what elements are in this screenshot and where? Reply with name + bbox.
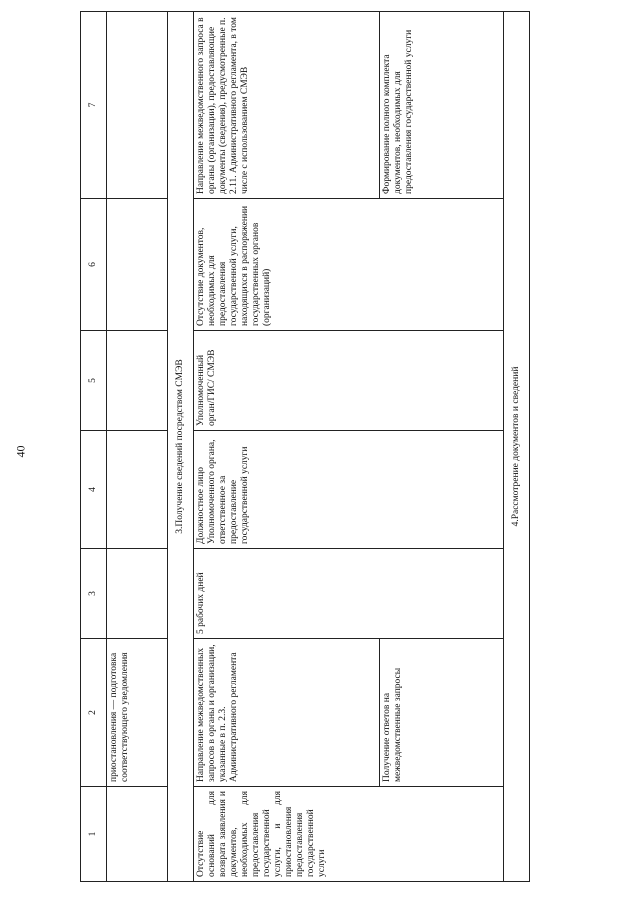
section-4-title: 4.Рассмотрение документов и сведений [503, 12, 529, 882]
cell-resource: Уполномоченный орган/ГИС/ СМЭВ [193, 331, 503, 431]
cell [107, 199, 168, 331]
cell [107, 431, 168, 549]
cell-action: Получение ответов на межведомственные запросы [379, 639, 503, 787]
cell-condition: Отсутствие оснований для возврата заявления и документов, необходимых для предоставления государственной услуги, и для приостановления предоставления государственной услуги [193, 787, 503, 882]
col-header-4: 4 [81, 431, 107, 549]
cell [107, 12, 168, 199]
cell [107, 787, 168, 882]
cell-responsible: Должностное лицо Уполномоченного органа, ответственное за предоставление государственной услуги [193, 431, 503, 549]
col-header-6: 6 [81, 199, 107, 331]
cell-criteria: Отсутствие документов, необходимых для предоставления государственной услуги, находящихся в распоряжении государственных органов (организаций) [193, 199, 503, 331]
rotated-page [80, 12, 530, 882]
table-row [107, 12, 168, 882]
cell-deadline: 5 рабочих дней [193, 549, 503, 639]
col-header-3: 3 [81, 549, 107, 639]
page-number: 40 [13, 445, 28, 458]
cell [107, 549, 168, 639]
cell-result: Формирование полного комплекта документов, необходимых для предоставления государственной услуги [379, 12, 503, 199]
cell-action: Направление межведомственных запросов в органы и организации, указанные в п. 2.3. Административного регламента [193, 639, 379, 787]
col-header-7: 7 [81, 12, 107, 199]
table-row [193, 12, 379, 882]
section-3-title: 3.Получение сведений посредством СМЭВ [167, 12, 193, 882]
process-table [80, 11, 530, 882]
section-row [167, 12, 193, 882]
cell: приостановления — подготовка соответствующего уведомления [107, 639, 168, 787]
header-row [81, 12, 107, 882]
col-header-1: 1 [81, 787, 107, 882]
cell-result: Направление межведомственного запроса в органы (организации), предоставляющие документы (сведения), предусмотренные п. 2.11. Административного регламента, в том числе с использованием СМЭВ [193, 12, 379, 199]
cell [107, 331, 168, 431]
col-header-5: 5 [81, 331, 107, 431]
col-header-2: 2 [81, 639, 107, 787]
section-row [503, 12, 529, 882]
